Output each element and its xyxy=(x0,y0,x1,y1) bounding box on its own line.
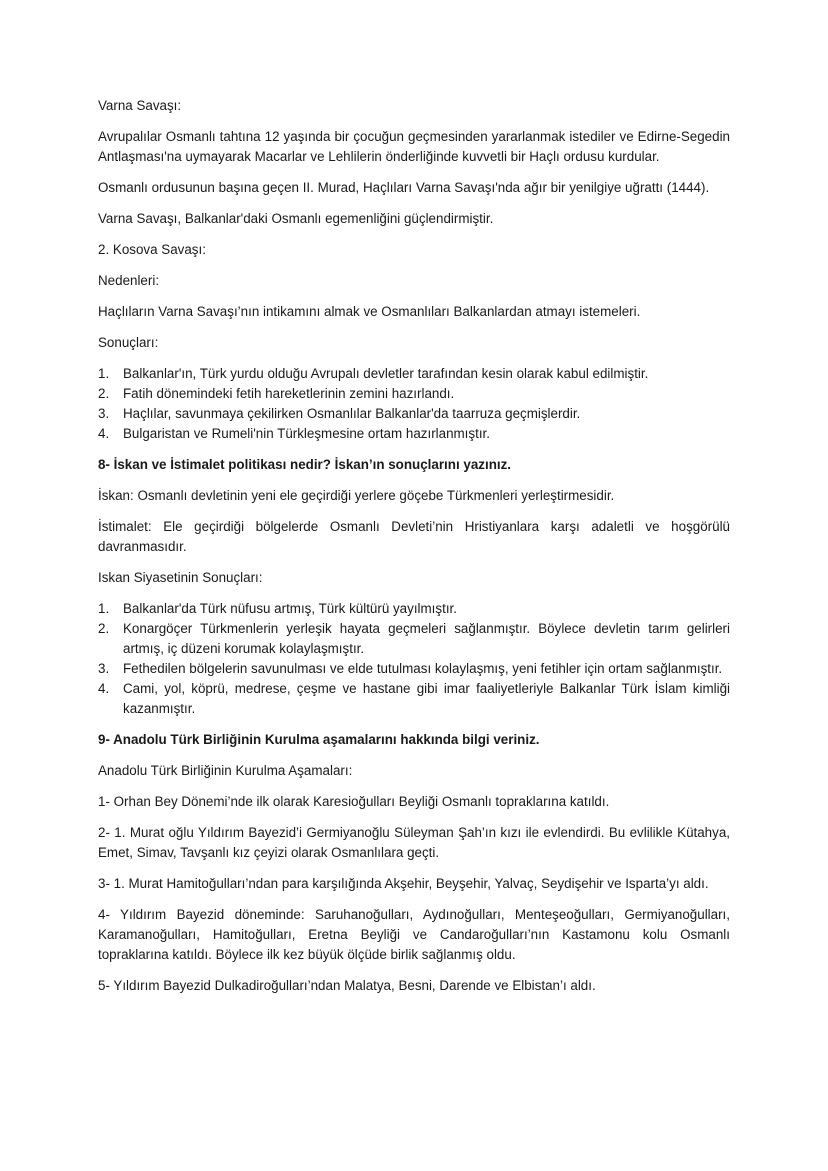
paragraph: İstimalet: Ele geçirdiği bölgelerde Osmanlı Devleti’nin Hristiyanlara karşı adaletli ve hoşgörülü davranmasıdır. xyxy=(98,519,730,554)
list-item-number: 2. xyxy=(98,621,110,636)
list-item-text: Bulgaristan ve Rumeli'nin Türkleşmesine ortam hazırlanmıştır. xyxy=(123,426,490,441)
paragraph: Iskan Siyasetinin Sonuçları: xyxy=(98,570,263,585)
list-item xyxy=(98,659,730,679)
list-item-number: 1. xyxy=(98,601,110,616)
list-item-number: 2. xyxy=(98,386,110,401)
list-item-number: 3. xyxy=(98,661,110,676)
paragraph: Osmanlı ordusunun başına geçen II. Murad, Haçlıları Varna Savaşı'nda ağır bir yenilgiye uğrattı (1444). xyxy=(98,180,710,195)
document-page xyxy=(98,96,730,1007)
list-item xyxy=(98,424,730,444)
list-item xyxy=(98,404,730,424)
list-item xyxy=(98,619,730,659)
list-item-text: Cami, yol, köprü, medrese, çeşme ve hastane gibi imar faaliyetleriyle Balkanlar Türk İslam kimliği kazanmıştır. xyxy=(123,681,730,716)
list-item-text: Haçlılar, savunmaya çekilirken Osmanlılar Balkanlar'da taarruza geçmişlerdir. xyxy=(123,406,581,421)
paragraph: 2. Kosova Savaşı: xyxy=(98,242,206,257)
paragraph: Haçlıların Varna Savaşı’nın intikamını almak ve Osmanlıları Balkanlardan atmayı istemeleri. xyxy=(98,304,641,319)
paragraph: Avrupalılar Osmanlı tahtına 12 yaşında bir çocuğun geçmesinden yararlanmak istediler ve Edirne-Segedin Antlaşması'na uymayarak Macarlar ve Lehlilerin önderliğinde kuvvetli bir Haçlı ordusu kurdular. xyxy=(98,129,730,164)
list-item-text: Fethedilen bölgelerin savunulması ve elde tutulması kolaylaşmış, yeni fetihler için ortam sağlanmıştır. xyxy=(123,661,723,676)
list-item xyxy=(98,364,730,384)
question-heading: 8- İskan ve İstimalet politikası nedir? İskan’ın sonuçlarını yazınız. xyxy=(98,457,512,472)
list-item-text: Fatih dönemindeki fetih hareketlerinin zemini hazırlandı. xyxy=(123,386,455,401)
list-item-number: 1. xyxy=(98,366,110,381)
paragraph: 5- Yıldırım Bayezid Dulkadiroğulları’ndan Malatya, Besni, Darende ve Elbistan’ı aldı. xyxy=(98,978,596,993)
paragraph: 3- 1. Murat Hamitoğulları’ndan para karşılığında Akşehir, Beyşehir, Yalvaç, Seydişehir ve Isparta’yı aldı. xyxy=(98,876,709,891)
paragraph: İskan: Osmanlı devletinin yeni ele geçirdiği yerlere göçebe Türkmenleri yerleştirmesidir. xyxy=(98,488,615,503)
list-item-text: Balkanlar'da Türk nüfusu artmış, Türk kültürü yayılmıştır. xyxy=(123,601,457,616)
list-item-number: 4. xyxy=(98,681,110,696)
list-item-text: Balkanlar'ın, Türk yurdu olduğu Avrupalı devletler tarafından kesin olarak kabul edilmiştir. xyxy=(123,366,649,381)
list-item xyxy=(98,679,730,719)
paragraph: Anadolu Türk Birliğinin Kurulma Aşamaları: xyxy=(98,763,353,778)
paragraph: Sonuçları: xyxy=(98,335,159,350)
question-heading: 9- Anadolu Türk Birliğinin Kurulma aşamalarını hakkında bilgi veriniz. xyxy=(98,732,540,747)
numbered-list xyxy=(98,599,730,719)
paragraph: 1- Orhan Bey Dönemi’nde ilk olarak Karesioğulları Beyliği Osmanlı topraklarına katıldı. xyxy=(98,794,610,809)
list-item-number: 3. xyxy=(98,406,110,421)
paragraph: 2- 1. Murat oğlu Yıldırım Bayezid’i Germiyanoğlu Süleyman Şah’ın kızı ile evlendirdi. Bu evlilikle Kütahya, Emet, Simav, Tavşanlı kız çeyizi olarak Osmanlılara geçti. xyxy=(98,825,730,860)
list-item-text: Konargöçer Türkmenlerin yerleşik hayata geçmeleri sağlanmıştır. Böylece devletin tarım gelirleri artmış, iç düzeni korumak kolaylaşmıştır. xyxy=(123,621,730,656)
list-item xyxy=(98,599,730,619)
paragraph: Varna Savaşı, Balkanlar'daki Osmanlı egemenliğini güçlendirmiştir. xyxy=(98,211,494,226)
list-item xyxy=(98,384,730,404)
paragraph: Varna Savaşı: xyxy=(98,98,182,113)
numbered-list xyxy=(98,364,730,444)
paragraph: Nedenleri: xyxy=(98,273,160,288)
list-item-number: 4. xyxy=(98,426,110,441)
paragraph: 4- Yıldırım Bayezid döneminde: Saruhanoğulları, Aydınoğulları, Menteşeoğulları, Germiyanoğulları, Karamanoğulları, Hamitoğulları, Eretna Beyliği ve Candaroğulları’nın Kastamonu kolu Osmanlı topraklarına katıldı. Böylece ilk kez büyük ölçüde birlik sağlanmış oldu. xyxy=(98,907,730,962)
